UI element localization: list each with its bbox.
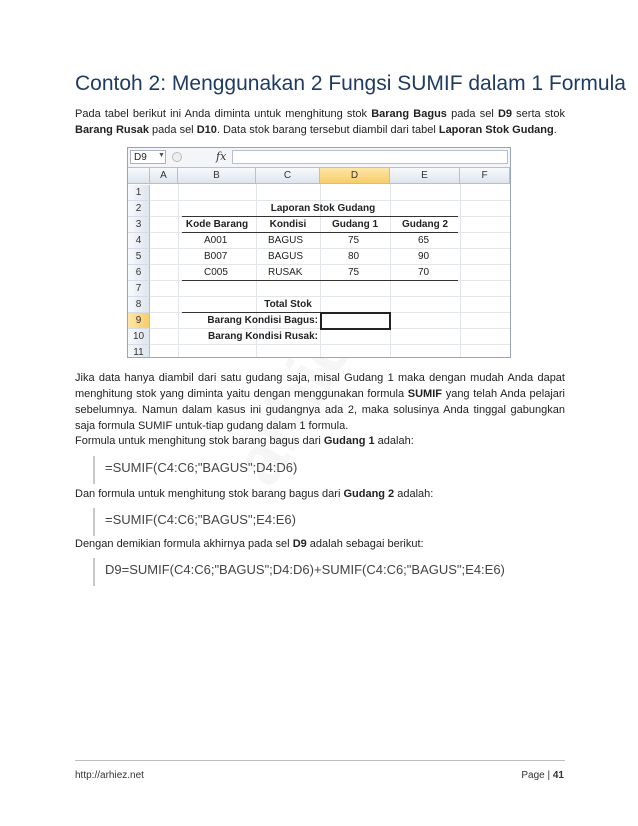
column-header-e[interactable]: E: [390, 168, 460, 184]
column-header-a[interactable]: A: [150, 168, 178, 184]
gudang2-intro: [75, 486, 565, 502]
column-header-c[interactable]: C: [256, 168, 320, 184]
footer-divider: [75, 760, 565, 761]
row-header[interactable]: 5: [128, 249, 150, 265]
paragraph-text: Jika data hanya diambil dari satu gudang saja, misal Gudang 1 maka dengan mudah Anda dapat menghitung stok yang diminta yaitu dengan menggunakan formula: [75, 372, 565, 400]
footer-url[interactable]: http://arhiez.net: [75, 770, 144, 781]
select-all-corner[interactable]: [128, 168, 150, 184]
row-header[interactable]: 7: [128, 281, 150, 297]
row-header[interactable]: 1: [128, 185, 150, 201]
spreadsheet-screenshot: [127, 147, 511, 358]
intro-bold: D10: [196, 124, 217, 136]
formula-bar: [128, 148, 510, 168]
intro-text: pada sel: [148, 124, 197, 136]
row-header[interactable]: 11: [128, 345, 150, 358]
paragraph-text: adalah:: [374, 435, 414, 447]
paragraph-bold: Gudang 1: [323, 435, 375, 447]
table-cell: 65: [418, 235, 430, 246]
selected-cell-d9[interactable]: [320, 312, 391, 330]
table-cell: BAGUS: [268, 235, 304, 246]
intro-bold: Laporan Stok Gudang: [438, 124, 554, 136]
formula-gudang-1: =SUMIF(C4:C6;"BAGUS";D4:D6): [93, 456, 297, 484]
intro-bold: Barang Bagus: [371, 108, 447, 120]
chevron-down-icon: ▼: [158, 152, 165, 159]
page-number: [521, 770, 564, 781]
row-header[interactable]: 4: [128, 233, 150, 249]
barang-bagus-label: Barang Kondisi Bagus:: [207, 315, 318, 326]
row-header[interactable]: 8: [128, 297, 150, 313]
formula-input[interactable]: [232, 150, 508, 164]
row-header[interactable]: 6: [128, 265, 150, 281]
table-cell: 75: [348, 267, 360, 278]
table-cell: B007: [204, 251, 228, 262]
page-label: Page |: [521, 770, 553, 781]
row-header[interactable]: 10: [128, 329, 150, 345]
header-gudang-2: Gudang 2: [401, 219, 449, 230]
page-number-value: 41: [552, 770, 564, 781]
intro-text: Pada tabel berikut ini Anda diminta untuk menghitung stok: [75, 108, 372, 120]
paragraph-text: adalah sebagai berikut:: [306, 538, 424, 550]
table-cell: RUSAK: [268, 267, 303, 278]
paragraph-text: Dengan demikian formula akhirnya pada sel: [75, 538, 293, 550]
intro-text: pada sel: [446, 108, 498, 120]
section-title: Contoh 2: Menggunakan 2 Fungsi SUMIF dalam 1 Formula: [75, 72, 626, 95]
gridline: [390, 184, 391, 357]
header-kondisi: Kondisi: [269, 219, 307, 230]
intro-paragraph: [75, 106, 565, 138]
table-cell: 70: [418, 267, 430, 278]
intro-text: serta stok: [512, 108, 565, 120]
table-border: [182, 280, 458, 281]
row-header[interactable]: 2: [128, 201, 150, 217]
table-cell: C005: [204, 267, 228, 278]
intro-text: .: [553, 124, 557, 136]
paragraph-text: Dan formula untuk menghitung stok barang bagus dari: [75, 488, 344, 500]
intro-text: . Data stok barang tersebut diambil dari tabel: [216, 124, 439, 136]
column-header-d[interactable]: D: [320, 168, 390, 184]
name-box[interactable]: D9: [130, 150, 166, 164]
barang-rusak-label: Barang Kondisi Rusak:: [207, 331, 318, 342]
formula-final: D9=SUMIF(C4:C6;"BAGUS";D4:D6)+SUMIF(C4:C6;"BAGUS";E4:E6): [93, 558, 505, 586]
gudang1-intro: [75, 433, 565, 449]
table-cell: 75: [348, 235, 360, 246]
formula-gudang-2: =SUMIF(C4:C6;"BAGUS";E4:E6): [93, 508, 296, 536]
paragraph-bold: D9: [292, 538, 307, 550]
table-cell: 90: [418, 251, 430, 262]
column-header-b[interactable]: B: [178, 168, 256, 184]
row-header[interactable]: 9: [128, 313, 150, 329]
table-cell: BAGUS: [268, 251, 304, 262]
intro-bold: D9: [497, 108, 513, 120]
gridline: [460, 184, 461, 357]
table-cell: 80: [348, 251, 360, 262]
paragraph-bold: SUMIF: [407, 388, 443, 400]
gridline: [150, 296, 510, 297]
paragraph-bold: Gudang 2: [343, 488, 395, 500]
explanation-paragraph: [75, 370, 565, 434]
row-header[interactable]: 3: [128, 217, 150, 233]
paragraph-text: Formula untuk menghitung stok barang bagus dari: [75, 435, 324, 447]
table-title: Laporan Stok Gudang: [270, 203, 376, 214]
final-intro: [75, 536, 565, 552]
header-kode-barang: Kode Barang: [185, 219, 249, 230]
function-icon[interactable]: fx: [216, 150, 227, 163]
table-cell: A001: [204, 235, 228, 246]
total-stok-label: Total Stok: [264, 299, 312, 310]
paragraph-text: yang telah Anda pelajari sebelumnya. Namun dalam kasus ini gudangnya ada 2, maka solusinya Anda tinggal gabungkan saja formula SUMIF untuk-tiap gudang dalam 1 formula.: [75, 388, 565, 432]
intro-bold: Barang Rusak: [75, 124, 149, 136]
column-header-f[interactable]: F: [460, 168, 510, 184]
cancel-icon: [172, 152, 182, 162]
header-gudang-1: Gudang 1: [331, 219, 379, 230]
paragraph-text: adalah:: [394, 488, 434, 500]
